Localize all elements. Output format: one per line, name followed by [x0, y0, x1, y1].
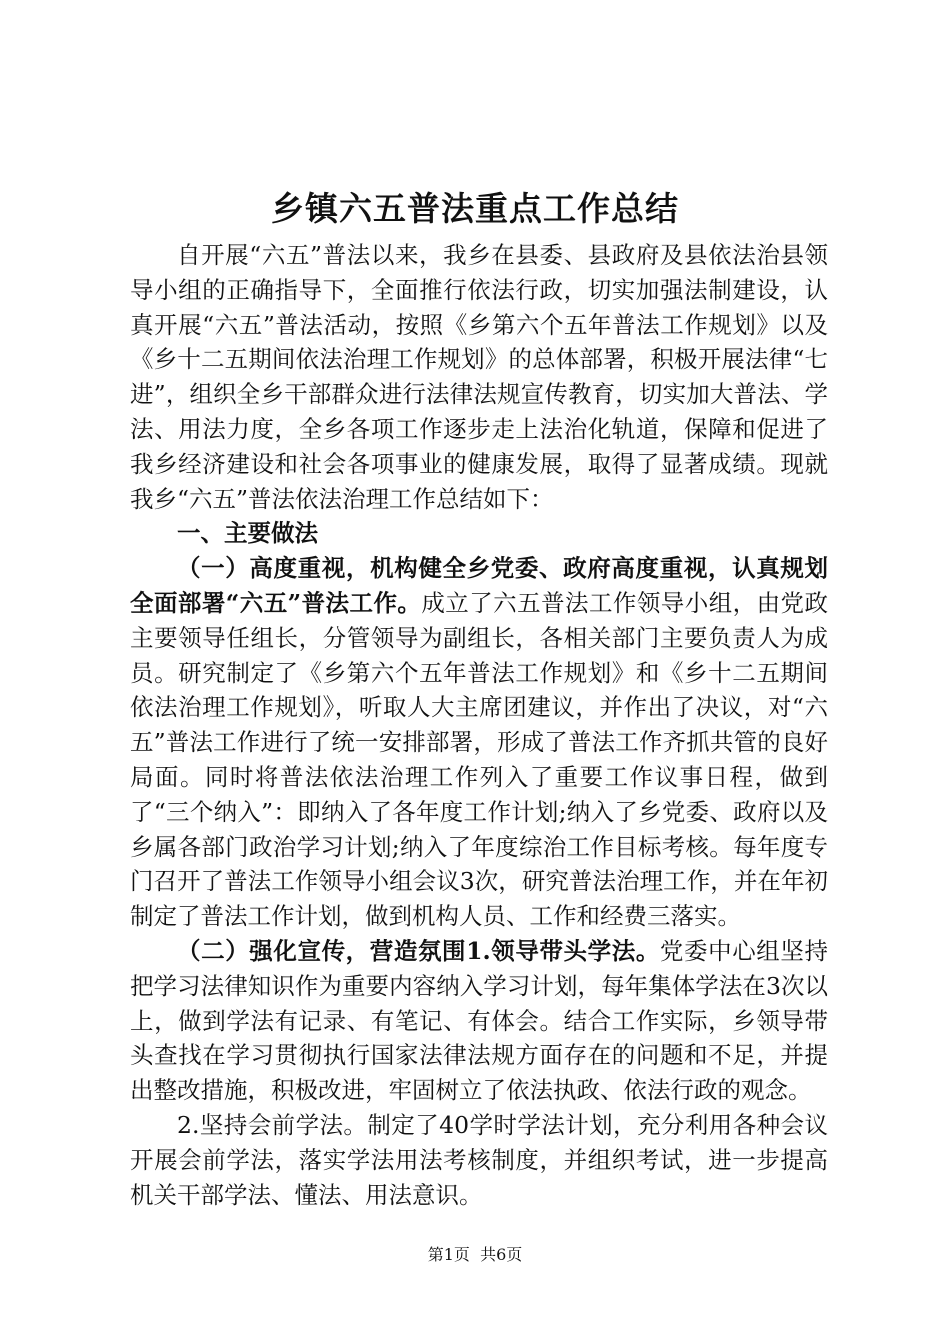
paragraph-publicity-text: 党委中心组坚持把学习法律知识作为重要内容纳入学习计划，每年集体学法在3次以上，做到学法有记录、有笔记、有体会。结合工作实际，乡领导带头查找在学习贯彻执行国家法律法规方面存在的问题和不足，并提出整改措施，积极改进，牢固树立了依法执政、依法行政的观念。	[130, 936, 828, 1105]
paragraph-leadership-lead: （一）高度重视，机构健全乡党委、政府高度重视，认真规划全面部署“六五”普法工作。	[130, 554, 828, 617]
paragraph-publicity	[130, 934, 828, 1108]
page-number: 第1页 共6页	[427, 1245, 523, 1264]
intro-paragraph: 自开展“六五”普法以来，我乡在县委、县政府及县依法治县领导小组的正确指导下，全面推行依法行政，切实加强法制建设，认真开展“六五”普法活动，按照《乡第六个五年普法工作规划》以及《乡十二五期间依法治理工作规划》的总体部署，积极开展法律“七进”，组织全乡干部群众进行法律法规宣传教育，切实加大普法、学法、用法力度，全乡各项工作逐步走上法治化轨道，保障和促进了我乡经济建设和社会各项事业的健康发展，取得了显著成绩。现就我乡“六五”普法依法治理工作总结如下：	[130, 241, 828, 513]
page-footer	[0, 1243, 950, 1267]
paragraph-publicity-lead: （二）强化宣传，营造氛围1.领导带头学法。	[177, 936, 660, 965]
paragraph-pre-meeting-study: 2.坚持会前学法。制定了40学时学法计划，充分利用各种会议开展会前学法，落实学法用法考核制度，并组织考试，进一步提高机关干部学法、懂法、用法意识。	[130, 1110, 828, 1209]
paragraph-leadership	[130, 551, 828, 934]
section-heading-main-practices: 一、主要做法	[177, 519, 318, 548]
document-body	[130, 238, 828, 1212]
document-title: 乡镇六五普法重点工作总结	[271, 189, 679, 228]
paragraph-leadership-text: 成立了六五普法工作领导小组，由党政主要领导任组长，分管领导为副组长，各相关部门主要负责人为成员。研究制定了《乡第六个五年普法工作规划》和《乡十二五期间依法治理工作规划》，听取人大主席团建议，并作出了决议，对“六五”普法工作进行了统一安排部署，形成了普法工作齐抓共管的良好局面。同时将普法依法治理工作列入了重要工作议事日程，做到了“三个纳入”：即纳入了各年度工作计划;纳入了乡党委、政府以及乡属各部门政治学习计划;纳入了年度综治工作目标考核。每年度专门召开了普法工作领导小组会议3次，研究普法治理工作，并在年初制定了普法工作计划，做到机构人员、工作和经费三落实。	[130, 588, 828, 931]
